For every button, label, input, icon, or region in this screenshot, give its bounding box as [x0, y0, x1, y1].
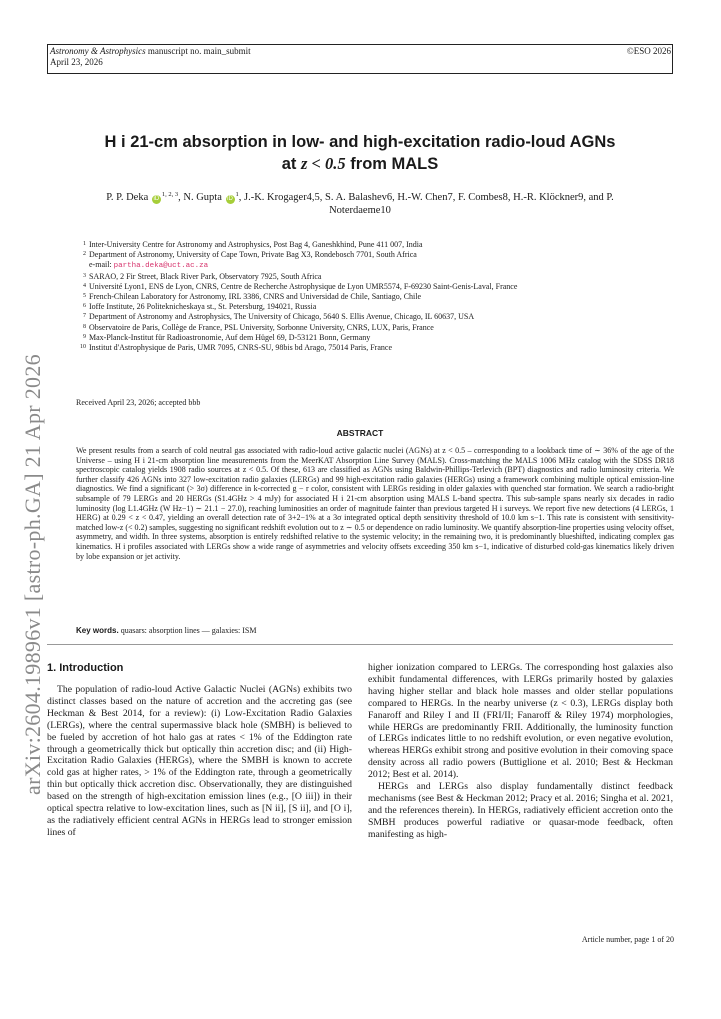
journal-name: Astronomy & Astrophysics — [50, 46, 146, 56]
author-first: P. P. Deka — [106, 192, 149, 203]
affiliation-number: 4 — [83, 282, 86, 289]
affiliation-item — [76, 250, 676, 260]
affiliation-text: e-mail: — [89, 260, 114, 270]
affiliation-item — [76, 343, 676, 353]
author-second: , N. Gupta — [178, 192, 225, 203]
affiliation-number: 8 — [83, 323, 86, 330]
affiliation-text: Department of Astronomy, University of Cape Town, Private Bag X3, Rondebosch 7701, South Africa — [89, 250, 417, 260]
affiliation-text: French-Chilean Laboratory for Astronomy, IRL 3386, CNRS and Universidad de Chile, Santiago, Chile — [89, 292, 422, 302]
keywords — [76, 626, 256, 635]
affiliation-text: Observatoire de Paris, Collège de France, PSL University, Sorbonne University, CNRS, LUX, Paris, France — [89, 322, 434, 332]
affiliation-list — [76, 240, 676, 353]
header-date: April 23, 2026 — [50, 57, 103, 67]
affiliation-item — [76, 240, 676, 250]
affiliation-text: Max-Planck-Institut für Radioastronomie, Auf dem Hügel 69, D-53121 Bonn, Germany — [89, 332, 371, 342]
section-title: 1. Introduction — [47, 662, 124, 674]
affiliation-item — [76, 333, 676, 343]
affiliation-number: 9 — [83, 333, 86, 340]
author-first-sup: 1, 2, 3 — [161, 191, 179, 198]
affiliation-item — [76, 312, 676, 322]
intro-left-column — [47, 684, 352, 839]
affiliation-text: Ioffe Institute, 26 Politeknicheskaya st., St. Petersburg, 194021, Russia — [89, 302, 317, 312]
abstract-heading: ABSTRACT — [336, 428, 384, 438]
affiliation-text: SARAO, 2 Fir Street, Black River Park, Observatory 7925, South Africa — [89, 271, 322, 281]
paper-title — [47, 132, 673, 175]
author-rest: , J.-K. Krogager4,5, S. A. Balashev6, H.-W. Chen7, F. Combes8, H.-R. Klöckner9, and P. — [238, 192, 614, 203]
orcid-icon[interactable]: iD — [227, 196, 233, 202]
affiliation-number: 10 — [80, 344, 86, 351]
email-link[interactable]: partha.deka@uct.ac.za — [113, 262, 209, 271]
author-last: Noterdaeme10 — [329, 205, 391, 216]
author-list — [47, 191, 673, 217]
title-line-2-post: from MALS — [345, 155, 439, 173]
affiliation-item — [76, 292, 676, 302]
paragraph: higher ionization compared to LERGs. The corresponding host galaxies also exhibit fundamental differences, with LERGs primarily hosted by galaxies having higher stellar and black hole masses and older stellar populations compared to HERGs. In the nearby universe (z < 0.3), LERGs display both Fanaroff and Riley I and II (FRI/II; Fanaroff & Riley 1974) morphologies, while HERGs are predominantly FRII. Additionally, the luminosity function of LERGs indicates little to no redshift evolution, or even negative evolution, whereas HERGs exhibit strong and positive evolution in their comoving space density across all radio powers (Buttiglione et al. 2010; Best & Heckman 2012; Best et al. 2014). — [368, 662, 673, 781]
affiliation-number: 5 — [83, 293, 86, 300]
header-copyright: ©ESO 2026 — [626, 46, 671, 56]
abstract-divider — [47, 644, 673, 645]
affiliation-text: Department of Astronomy and Astrophysics, The University of Chicago, 5640 S. Ellis Avenue, Chicago, IL 60637, USA — [89, 312, 475, 322]
affiliation-item — [76, 272, 676, 282]
author-second-sup: 1 — [235, 191, 239, 198]
affiliation-text: Institut d'Astrophysique de Paris, UMR 7095, CNRS-SU, 98bis bd Arago, 75014 Paris, France — [89, 343, 392, 353]
keywords-label: Key words. — [76, 626, 119, 635]
affiliation-number: 6 — [83, 303, 86, 310]
intro-right-column — [368, 662, 673, 841]
paragraph: HERGs and LERGs also display fundamentally distinct feedback mechanisms (see Best & Heckman 2012; Pracy et al. 2016; Singha et al. 2021, and the references therein). In HERGs, radiatively efficient accretion onto the SMBH produces powerful radiative or quasar-mode feedback, often manifesting as high- — [368, 781, 673, 840]
title-math: z < 0.5 — [300, 154, 346, 173]
affiliation-item — [76, 323, 676, 333]
affiliation-number: 3 — [83, 272, 86, 279]
received-line: Received April 23, 2026; accepted bbb — [76, 398, 201, 407]
affiliation-number: 7 — [83, 313, 86, 320]
keywords-text: quasars: absorption lines — galaxies: ISM — [118, 626, 257, 635]
title-line-2-pre: at — [281, 155, 301, 173]
affiliation-item — [76, 302, 676, 312]
affiliation-number: 2 — [83, 251, 86, 258]
abstract-text: We present results from a search of cold neutral gas associated with radio-loud active galactic nuclei (AGNs) at z < 0.5 – corresponding to a lookback time of ∼ 36% of the age of the Universe – using H i 21-cm absorption line measurements from the MeerKAT Absorption Line Survey (MALS). Cross-matching the MALS 1006 MHz catalog with the SDSS DR18 spectroscopic catalog yields 1908 radio sources at z < 0.5. Of these, 613 are classified as AGNs using Baldwin-Phillips-Terlevich (BPT) diagnostics and radio luminosity criteria. We further classify 426 AGNs into 327 low-excitation radio galaxies (LERGs) and 99 high-excitation radio galaxies (HERGs) using a framework combining multiple optical emission-line diagnostics. We find a significant (> 3σ) difference in k-corrected g − r color, consistent with LERGs residing in older galaxies with quenched star formation. We search a radio-bright subsample of 79 LERGs and 20 HERGs (S1.4GHz > 4 mJy) for associated H i 21-cm absorption using MALS L-band spectra. This sub-sample spans nearly six decades in radio luminosity (log L1.4GHz (W Hz−1) ∼ 21.1 − 27.0), reaching luminosities an order of magnitude fainter than previous targeted H i surveys. We report five new detections (4 LERGs, 1 HERG) at 0.29 < z < 0.47, yielding an overall detection rate of 3+2−1% at a 3σ integrated optical depth sensitivity threshold of 10.0 km s−1. This rate is consistent with sensitivity-matched low-z (< 0.2) samples, suggesting no significant redshift evolution out to z ∼ 0.5 or dependence on radio luminosity. We quantify absorption-line properties using velocity offset, asymmetry, and width. In three systems, absorption is entirely redshifted relative to the systemic velocity; in the remaining two, it is predominantly blueshifted, indicating complex gas kinematics. H i profiles associated with LERGs show a wide range of asymmetries and velocity offsets exceeding 350 km s−1, indicative of disturbed cold-gas kinematics likely driven by lobe expansion or jet activity. — [76, 446, 674, 561]
title-line-1: H i 21-cm absorption in low- and high-excitation radio-loud AGNs — [104, 133, 616, 151]
paragraph: The population of radio-loud Active Galactic Nuclei (AGNs) exhibits two distinct classes based on the nature of accretion and the accreting gas (see Heckman & Best 2014, for a review): (i) Low-Excitation Radio Galaxies (LERGs), where the central supermassive black hole (SMBH) is believed to be fueled by accretion of hot halo gas at rates < 1% of the Eddington rate through a geometrically thick but optically thin accretion disc; and (ii) High-Excitation Radio Galaxies (HERGs), where the SMBH is known to accrete cold gas at higher rates, > 1% of the Eddington rate, through a geometrically thin but optically thick accretion disc. Observationally, they are distinguished based on the strength of high-excitation emission lines (e.g., [O iii]) in their optical spectra relative to low-excitation lines, such as [N ii], [S ii], and [O i], as the radiatively efficient central AGNs in HERGs lead to stronger emission lines of — [47, 684, 352, 838]
header-manuscript — [50, 46, 251, 68]
title-line-2 — [47, 153, 673, 175]
arxiv-stamp-text: arXiv:2604.19896v1 [astro-ph.GA] 21 Apr 2026 — [20, 354, 45, 795]
manuscript-id: manuscript no. main_submit — [145, 46, 251, 56]
affiliation-text: Université Lyon1, ENS de Lyon, CNRS, Centre de Recherche Astrophysique de Lyon UMR5574, F-69230 Saint-Genis-Laval, France — [89, 281, 518, 291]
page-footer: Article number, page 1 of 20 — [581, 935, 674, 944]
orcid-icon[interactable]: iD — [153, 196, 160, 202]
affiliation-text: Inter-University Centre for Astronomy and Astrophysics, Post Bag 4, Ganeshkhind, Pune 411 007, India — [89, 240, 423, 249]
affiliation-number: 1 — [83, 241, 86, 247]
affiliation-item — [76, 282, 676, 292]
affiliation-item — [76, 260, 676, 271]
